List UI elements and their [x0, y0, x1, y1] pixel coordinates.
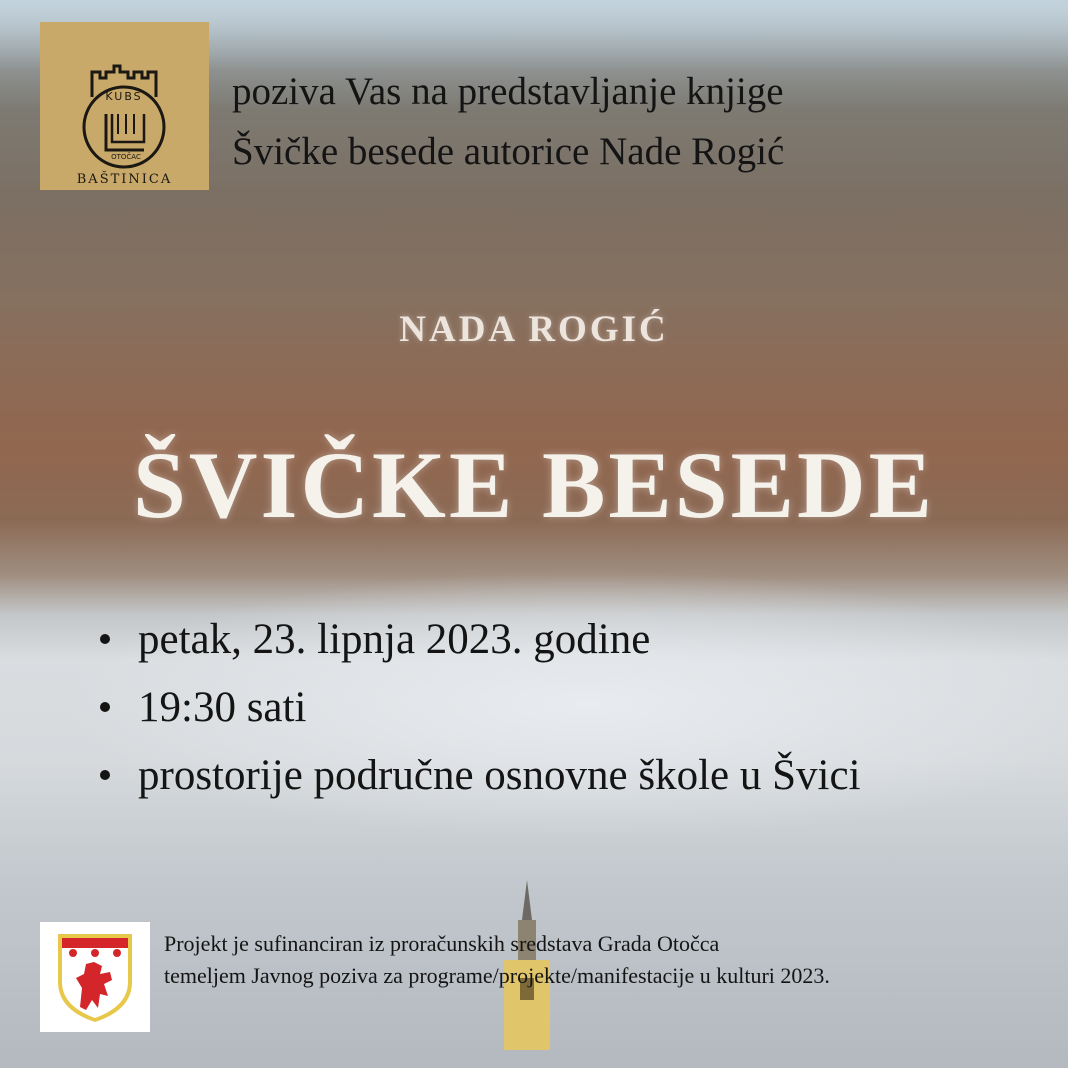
kubs-bastinica-logo — [40, 22, 209, 190]
event-time: 19:30 sati — [138, 684, 307, 731]
logo-caption: BAŠTINICA — [76, 172, 173, 187]
invitation-line-2: Švičke besede autorice Nade Rogić — [232, 130, 785, 173]
list-item — [98, 680, 861, 748]
grad-otocac-coat-of-arms-icon — [40, 922, 150, 1032]
invitation-line-1: poziva Vas na predstavljanje knjige — [232, 70, 784, 113]
castle-emblem-icon — [40, 22, 209, 172]
crest-container — [40, 922, 150, 1032]
funding-line-2: temeljem Javnog poziva za programe/projekte/manifestacije u kulturi 2023. — [164, 963, 830, 988]
book-title: ŠVIČKE BESEDE — [133, 432, 935, 538]
invitation-text — [232, 62, 1032, 182]
bullet-icon — [100, 770, 110, 780]
list-item — [98, 612, 861, 680]
event-date: petak, 23. lipnja 2023. godine — [138, 616, 651, 663]
event-details-list — [98, 612, 861, 816]
book-author: NADA ROGIĆ — [399, 309, 669, 350]
bullet-icon — [100, 702, 110, 712]
logo-inner-text: OTOČAC — [111, 153, 141, 161]
event-location: prostorije područne osnovne škole u Švici — [138, 752, 861, 799]
funding-note — [164, 928, 1054, 992]
funding-line-1: Projekt je sufinanciran iz proračunskih sredstava Grada Otočca — [164, 931, 720, 956]
bullet-icon — [100, 634, 110, 644]
logo-arc-text: KUBS — [105, 90, 143, 103]
list-item — [98, 748, 861, 816]
